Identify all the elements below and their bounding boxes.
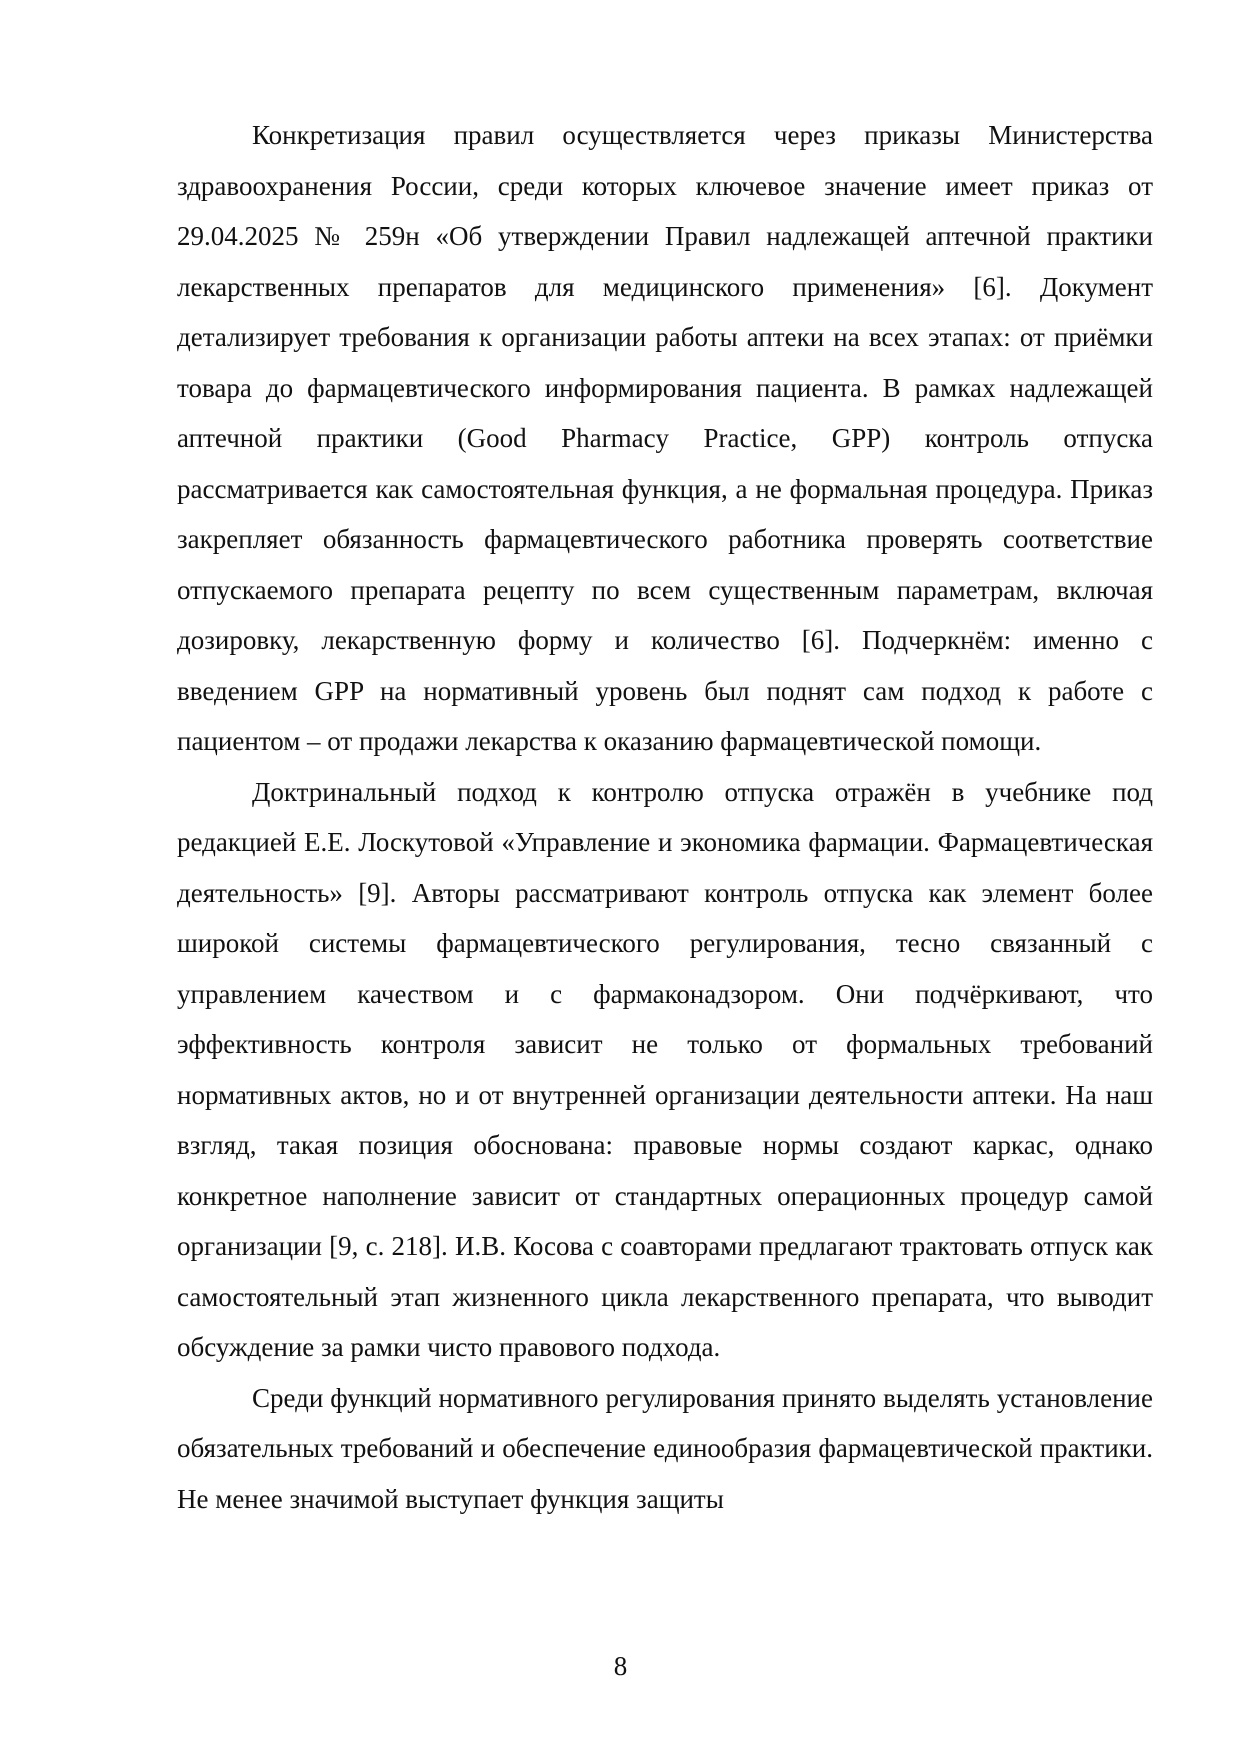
paragraph-1: Конкретизация правил осуществляется через приказы Министерства здравоохранения России, среди которых ключевое значение имеет приказ от 29.04.2025 № 259н «Об утверждении Правил надлежащей аптечной практики лекарственных препаратов для медицинского применения» [6]. Документ детализирует требования к организации работы аптеки на всех этапах: от приёмки товара до фармацевтического информирования пациента. В рамках надлежащей аптечной практики (Good Pharmacy Practice, GPP) контроль отпуска рассматривается как самостоятельная функция, а не формальная процедура. Приказ закрепляет обязанность фармацевтического работника проверять соответствие отпускаемого препарата рецепту по всем существенным параметрам, включая дозировку, лекарственную форму и количество [6]. Подчеркнём: именно с введением GPP на нормативный уровень был поднят сам подход к работе с пациентом – от продажи лекарства к оказанию фармацевтической помощи. (177, 120, 1153, 756)
paragraph-3: Среди функций нормативного регулирования принято выделять установление обязательных требований и обеспечение единообразия фармацевтической практики. Не менее значимой выступает функция защиты (177, 1382, 1153, 1514)
page-number: 8 (613, 1651, 628, 1681)
body-text (177, 110, 1153, 1524)
paragraph-2: Доктринальный подход к контролю отпуска отражён в учебнике под редакцией Е.Е. Лоскутовой «Управление и экономика фармации. Фармацевтическая деятельность» [9]. Авторы рассматривают контроль отпуска как элемент более широкой системы фармацевтического регулирования, тесно связанный с управлением качеством и с фармаконадзором. Они подчёркивают, что эффективность контроля зависит не только от формальных требований нормативных актов, но и от внутренней организации деятельности аптеки. На наш взгляд, такая позиция обоснована: правовые нормы создают каркас, однако конкретное наполнение зависит от стандартных операционных процедур самой организации [9, с. 218]. И.В. Косова с соавторами предлагают трактовать отпуск как самостоятельный этап жизненного цикла лекарственного препарата, что выводит обсуждение за рамки чисто правового подхода. (177, 776, 1153, 1362)
